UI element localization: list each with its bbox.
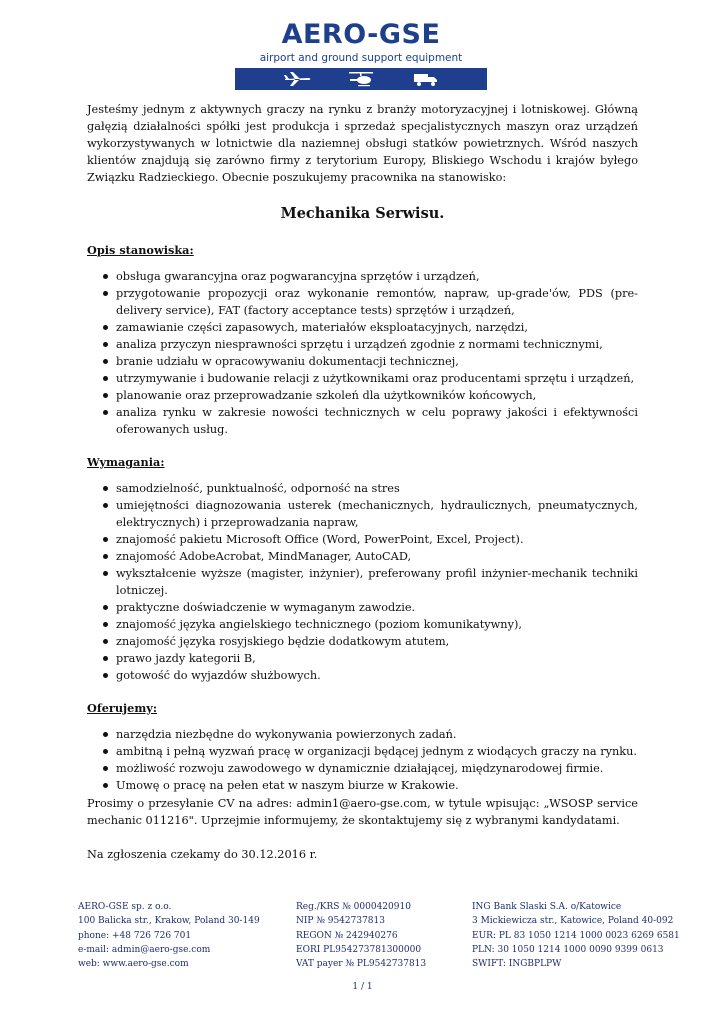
bullet-icon [103,376,108,381]
requirement-item [87,633,638,650]
footer-eori: EORI PL954273781300000 [296,944,422,955]
footer-bank-address: 3 Mickiewicza str., Katowice, Poland 40-092 [472,916,674,927]
bullet-icon [103,554,108,559]
requirement-item [87,497,638,531]
list-item-text: praktyczne doświadczenie w wymaganym zawodzie. [116,601,416,614]
bullet-icon [103,656,108,661]
footer-krs: Reg./KRS № 0000420910 [296,902,411,912]
list-item-text: możliwość rozwoju zawodowego w dynamicznie działającej, międzynarodowej firmie. [116,762,604,775]
list-item-text: gotowość do wyjazdów służbowych. [116,669,321,682]
footer-vat: VAT payer № PL9542737813 [296,959,427,970]
footer-web[interactable]: web: www.aero-gse.com [78,959,189,970]
bullet-icon [103,342,108,347]
bullet-icon [103,732,108,737]
list-item-text: znajomość pakietu Microsoft Office (Word, PowerPoint, Excel, Project). [116,533,524,546]
list-item-text: narzędzia niezbędne do wykonywania powierzonych zadań. [116,728,457,741]
bullet-icon [103,410,108,415]
footer-eur-account: EUR: PL 83 1050 1214 1000 0023 6269 6581 [472,930,680,941]
list-item-text: znajomość AdobeAcrobat, MindManager, AutoCAD, [116,550,412,563]
bullet-icon [103,359,108,364]
footer-regon: REGON № 242940276 [296,930,398,941]
requirement-item [87,565,638,599]
description-item [87,268,638,285]
list-item-text: utrzymywanie i budowanie relacji z użytkownikami oraz producentami sprzętu i urządzeń, [116,372,635,385]
offer-item [87,726,638,743]
bullet-icon [103,503,108,508]
requirement-item [87,480,638,497]
description-item [87,285,638,319]
section-heading-offer: Oferujemy: [87,701,158,715]
job-title: Mechanika Serwisu. [280,205,445,222]
page-number: 1 / 1 [352,982,373,992]
logo-subtitle: airport and ground support equipment [259,52,463,64]
bullet-icon [103,571,108,576]
list-item-text: znajomość języka rosyjskiego będzie dodatkowym atutem, [116,635,450,648]
description-item [87,370,638,387]
list-item-text: przygotowanie propozycji oraz wykonanie remontów, napraw, up-grade'ów, PDS (pre-delivery service), FAT (factory acceptance tests) sprzętów i urządzeń, [116,287,638,317]
list-item-text: analiza rynku w zakresie nowości technicznych w celu poprawy jakości i efektywności oferowanych usług. [116,406,638,436]
truck-icon [411,71,441,87]
description-item [87,319,638,336]
offer-item [87,743,638,760]
offer-item [87,777,638,794]
deadline-paragraph: Na zgłoszenia czekamy do 30.12.2016 r. [87,848,318,861]
list-item-text: branie udziału w opracowywaniu dokumentacji technicznej, [116,355,459,368]
bullet-icon [103,393,108,398]
bullet-icon [103,639,108,644]
list-item-text: umiejętności diagnozowania usterek (mechanicznych, hydraulicznych, pneumatycznych, elektrycznych) i przeprowadzania napraw, [116,499,638,529]
intro-paragraph: Jesteśmy jednym z aktywnych graczy na rynku z branży motoryzacyjnej i lotniskowej. Główną gałęzią działalności spółki jest produkcja i sprzedaż specjalistycznych maszyn oraz urządzeń wykorzystywanych w lotnictwie dla naziemnej obsługi statków powietrznych. Wśród naszych klientów znajdują się zarówno firmy z terytorium Europy, Bliskiego Wschodu i krajów byłego Związku Radzieckiego. Obecnie poszukujemy pracownika na stanowisko: [87,103,638,184]
footer-nip: NIP № 9542737813 [296,916,385,927]
offer-list [87,726,638,794]
helicopter-icon [347,71,377,87]
bullet-icon [103,325,108,330]
list-item-text: samodzielność, punktualność, odporność na stres [116,482,400,495]
company-logo [233,20,489,90]
document-body [87,101,638,863]
section-heading-description: Opis stanowiska: [87,243,194,257]
requirement-item [87,599,638,616]
bullet-icon [103,622,108,627]
bullet-icon [103,766,108,771]
application-paragraph: Prosimy o przesyłanie CV na adres: admin1@aero-gse.com, w tytule wpisując: „WSOSP service mechanic 011216". Uprzejmie informujemy, że skontaktujemy się z wybranymi kandydatami. [87,797,638,827]
footer-bank-column [472,900,680,971]
airplane-icon [283,71,313,87]
requirement-item [87,667,638,684]
requirement-item [87,616,638,633]
logo-band [235,68,487,90]
offer-item [87,760,638,777]
list-item-text: ambitną i pełną wyzwań pracę w organizacji będącej jednym z wiodących graczy na rynku. [116,745,637,758]
list-item-text: analiza przyczyn niesprawności sprzętu i urządzeń zgodnie z normami technicznymi, [116,338,603,351]
bullet-icon [103,605,108,610]
bullet-icon [103,486,108,491]
footer-swift: SWIFT: INGBPLPW [472,959,562,970]
list-item-text: znajomość języka angielskiego technicznego (poziom komunikatywny), [116,618,522,631]
bullet-icon [103,783,108,788]
description-item [87,404,638,438]
description-list [87,268,638,438]
footer-address: 100 Balicka str., Krakow, Poland 30-149 [78,916,260,927]
list-item-text: wykształcenie wyższe (magister, inżynier), preferowany profil inżynier-mechanik techniki lotniczej. [116,567,638,597]
section-heading-requirements: Wymagania: [87,455,165,469]
description-item [87,387,638,404]
footer-bank-name: ING Bank Slaski S.A. o/Katowice [472,902,622,912]
bullet-icon [103,274,108,279]
list-item-text: planowanie oraz przeprowadzanie szkoleń dla użytkowników końcowych, [116,389,537,402]
footer-phone: phone: +48 726 726 701 [78,930,192,941]
description-item [87,336,638,353]
list-item-text: zamawianie części zapasowych, materiałów eksploatacyjnych, narzędzi, [116,321,528,334]
description-item [87,353,638,370]
requirements-list [87,480,638,684]
footer-email[interactable]: e-mail: admin@aero-gse.com [78,944,211,955]
list-item-text: obsługa gwarancyjna oraz pogwarancyjna sprzętów i urządzeń, [116,270,480,283]
list-item-text: prawo jazdy kategorii B, [116,652,256,665]
requirement-item [87,548,638,565]
footer-pln-account: PLN: 30 1050 1214 1000 0090 9399 0613 [472,944,664,955]
bullet-icon [103,537,108,542]
requirement-item [87,650,638,667]
footer-company-name: AERO-GSE sp. z o.o. [78,902,172,912]
bullet-icon [103,673,108,678]
footer-registration-column [296,900,426,971]
bullet-icon [103,291,108,296]
logo-title: AERO-GSE [281,19,441,50]
list-item-text: Umowę o pracę na pełen etat w naszym biurze w Krakowie. [116,779,459,792]
footer-company-column [78,900,260,971]
requirement-item [87,531,638,548]
bullet-icon [103,749,108,754]
